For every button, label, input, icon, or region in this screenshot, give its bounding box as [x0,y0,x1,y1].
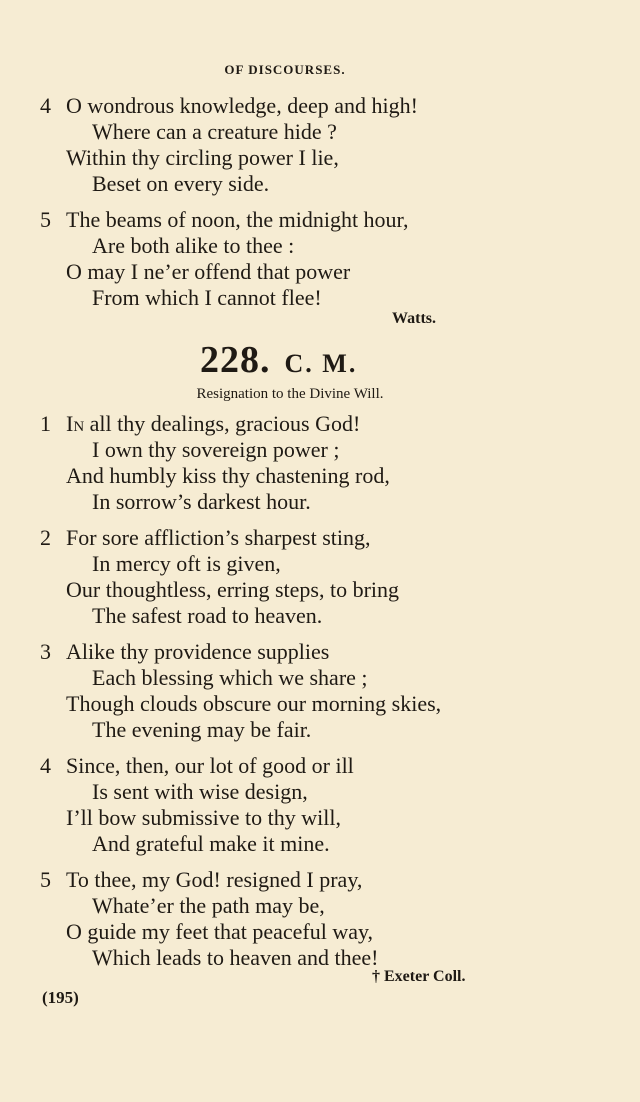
verse-line: For sore affliction’s sharpest sting, [66,525,371,550]
verse-line: Beset on every side. [92,171,270,196]
stanza-number: 5 [40,207,51,232]
verse-line: Each blessing which we share ; [92,665,368,690]
verse-line: Our thoughtless, erring steps, to bring [66,577,400,602]
verse-line: I own thy sovereign power ; [92,437,340,462]
hymn-title: Resignation to the Divine Will. [196,386,384,402]
verse-line: From which I cannot flee! [92,285,322,310]
verse-line: Which leads to heaven and thee! [92,945,379,970]
verse-line: O may I ne’er offend that power [66,259,351,284]
verse-line: Since, then, our lot of good or ill [66,753,354,778]
first-line-rest: all thy dealings, gracious God! [84,411,361,436]
verse-line: Where can a creature hide ? [92,119,337,144]
verse-line: Within thy circling power I lie, [66,145,339,170]
stanza-number: 4 [40,753,51,778]
stanza-number: 2 [40,525,51,550]
stanza-number: 4 [40,93,51,118]
verse-line: The evening may be fair. [92,717,312,742]
page-number: (195) [42,988,79,1007]
verse-line: O wondrous knowledge, deep and high! [66,93,418,118]
verse-line: To thee, my God! resigned I pray, [66,867,363,892]
verse-line: And grateful make it mine. [92,831,330,856]
verse-line: O guide my feet that peaceful way, [66,919,374,944]
stanza-number: 5 [40,867,51,892]
stanza-number: 1 [40,411,51,436]
hymn-number: 228. [200,339,271,381]
hymn-meter: C. M. [284,349,358,378]
hymn-attribution: † Exeter Coll. [372,968,466,985]
verse-line: And humbly kiss thy chastening rod, [66,463,390,488]
verse-line: Are both alike to thee : [92,233,295,258]
hymn-heading [200,338,357,382]
prev-attribution: Watts. [392,310,436,327]
running-head: OF DISCOURSES. [224,62,346,77]
initial-word: In [66,411,85,436]
verse-line-first [66,412,360,436]
verse-line: Whate’er the path may be, [92,893,325,918]
verse-line: Is sent with wise design, [92,779,308,804]
verse-line: The safest road to heaven. [92,603,323,628]
verse-line: I’ll bow submissive to thy will, [66,805,341,830]
verse-line: Alike thy providence supplies [66,639,330,664]
verse-line: In sorrow’s darkest hour. [92,489,311,514]
verse-line: In mercy oft is given, [92,551,281,576]
verse-line: Though clouds obscure our morning skies, [66,691,442,716]
verse-line: The beams of noon, the midnight hour, [66,207,409,232]
stanza-number: 3 [40,639,51,664]
